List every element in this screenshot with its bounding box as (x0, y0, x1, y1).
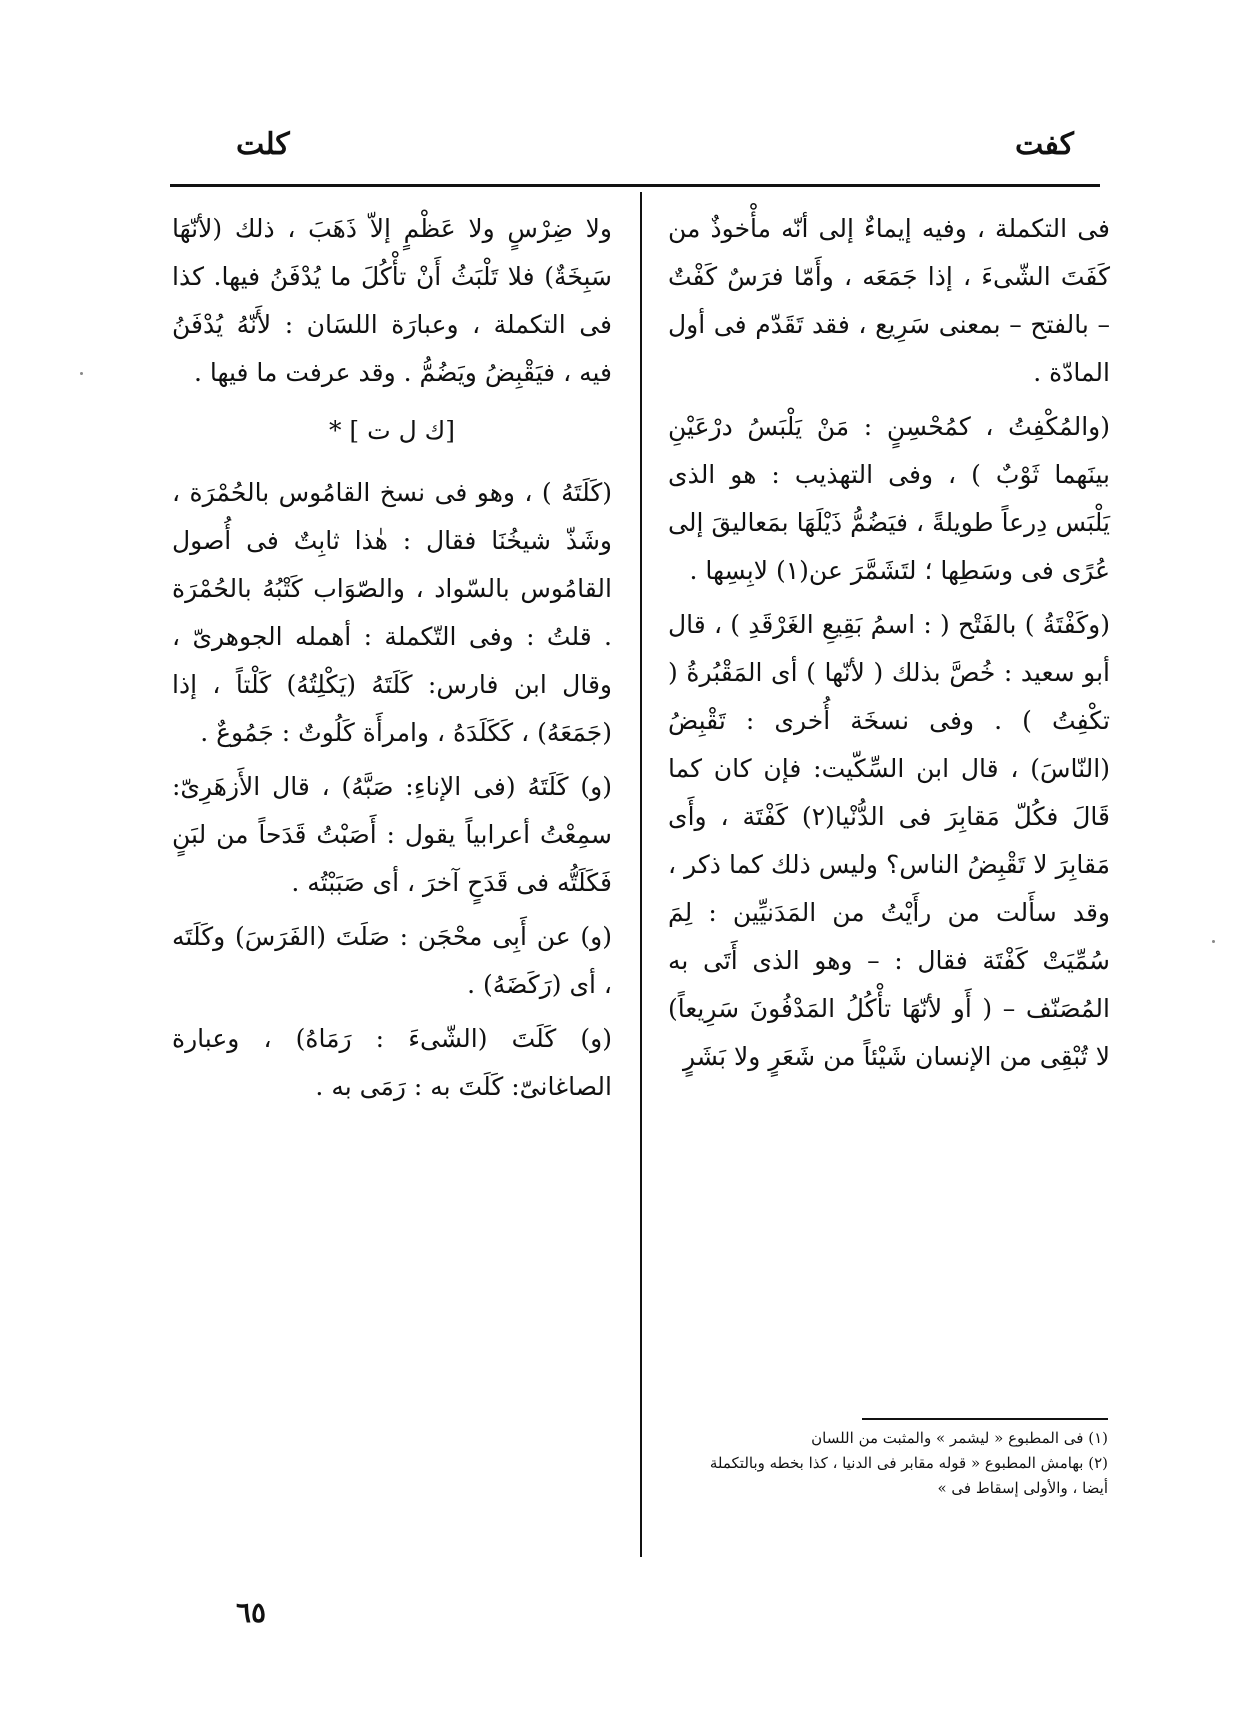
paragraph: (و) عن أَبِى محْجَن : صَلَتَ (الفَرَسَ) وكَلَتَه ، أى (رَكَضَهُ) . (172, 922, 612, 999)
right-column (668, 205, 1110, 1087)
scan-speck (80, 372, 83, 375)
header-keyword-left: كلت (236, 127, 290, 162)
paragraph: (و) كَلَتَهُ (فى الإناءِ: صَبَّهُ) ، قال الأَزهَرِىّ: سمِعْتُ أعرابياً يقول : أَصَبْتُ قَدَحاً من لبَنٍ فَكَلَتُّه فى قَدَحٍ آخرَ ، أى صَبَبْتُه . (172, 772, 612, 897)
entry-heading: [ك ل ت ] * (328, 416, 456, 445)
paragraph: فى التكملة ، وفيه إيماءٌ إلى أنّه مأْخوذٌ من كَفَتَ الشّىءَ ، إذا جَمَعَه ، وأَمّا فرَسٌ كَفْتٌ – بالفتح – بمعنى سَرِيع ، فقد تَقَدّم فى أول المادّة . (668, 214, 1110, 387)
paragraph: (وكَفْتَةُ ) بالفَتْح ( : اسمُ بَقِيعِ الغَرْقَدِ ) ، قال أبو سعيد : خُصَّ بذلك ( لأنّها ) أى المَقْبُرةُ ( تكْفِتُ ) . وفى نسخَة أُخرى : تَقْبِضُ (النّاسَ) ، قال ابن السِّكّيت: فإن كان كما قَالَ فكُلّ مَقابِرَ فى الدُّنْيا(٢) كَفْتَة ، وأَى مَقابِرَ لا تَقْبِضُ الناس؟ وليس ذلك كما ذكر ، وقد سأَلت من رأَيْتُ من المَدَنيِّين : لِمَ سُمِّيَتْ كَفْتَة فقال : – وهو الذى أَتَى به المُصَنّف – ( أَو لأنّهَا تأْكُلُ المَدْفُونَ سَرِيعاً) لا تُبْقِى من الإنسان شَيْئاً من شَعَرٍ ولا بَشَرٍ (668, 610, 1110, 1071)
paragraph: (و) كَلَتَ (الشّىءَ : رَمَاهُ) ، وعبارة الصاغانىّ: كَلَتَ به : رَمَى به . (172, 1024, 612, 1101)
header-rule (170, 184, 1100, 187)
paragraph: (والمُكْفِتُ ، كمُحْسِنٍ : مَنْ يَلْبَسُ درْعَيْنِ بينَهما ثَوْبٌ ) ، وفى التهذيب : هو الذى يَلْبَس دِرعاً طويلةً ، فيَضُمُّ ذَيْلَهَا بمَعاليقَ إلى عُرًى فى وسَطِها ؛ لتَشَمَّرَ عن(١) لابِسِها . (668, 412, 1110, 585)
footnote: (٢) بهامش المطبوع « قوله مقابر فى الدنيا ، كذا بخطه وبالتكملة أيضا ، والأولى إسقاط فى » (709, 1453, 1108, 1497)
paragraph: ولا ضِرْسٍ ولا عَظْمٍ إلاّ ذَهَبَ ، ذلك (لأنّهَا سَبِخَةٌ) فلا تَلْبَثُ أَنْ تأْكُلَ ما يُدْفَنُ فيها. كذا فى التكملة ، وعبارَة اللسَان : لأَنّهُ يُدْفَنُ فيه ، فيَقْبِضُ ويَضُمُّ . وقد عرفت ما فيها . (172, 214, 612, 387)
scan-speck (1212, 940, 1215, 943)
left-column (172, 205, 612, 1117)
page-number: ٦٥ (236, 1596, 267, 1629)
footnotes (680, 1426, 1108, 1500)
footnote-rule (862, 1418, 1108, 1420)
paragraph: (كَلَتَهُ ) ، وهو فى نسخ القامُوس بالحُمْرَة ، وشَذّ شيخُنَا فقال : هٰذا ثابِتٌ فى أُصول القامُوس بالسّواد ، والصّوَاب كَتْبُهُ بالحُمْرَة . قلتُ : وفى التّكملة : أهمله الجوهرىّ ، وقال ابن فارس: كَلَتَهُ (يَكْلِتُهُ) كَلْتاً ، إذا (جَمَعَهُ) ، كَكَلَدَهُ ، وامرأَة كَلُوتٌ : جَمُوعٌ . (172, 478, 612, 747)
column-divider (640, 192, 642, 1557)
footnote: (١) فى المطبوع « ليشمر » والمثبت من اللسان (811, 1429, 1108, 1447)
header-keyword-right: كفت (1015, 127, 1074, 162)
